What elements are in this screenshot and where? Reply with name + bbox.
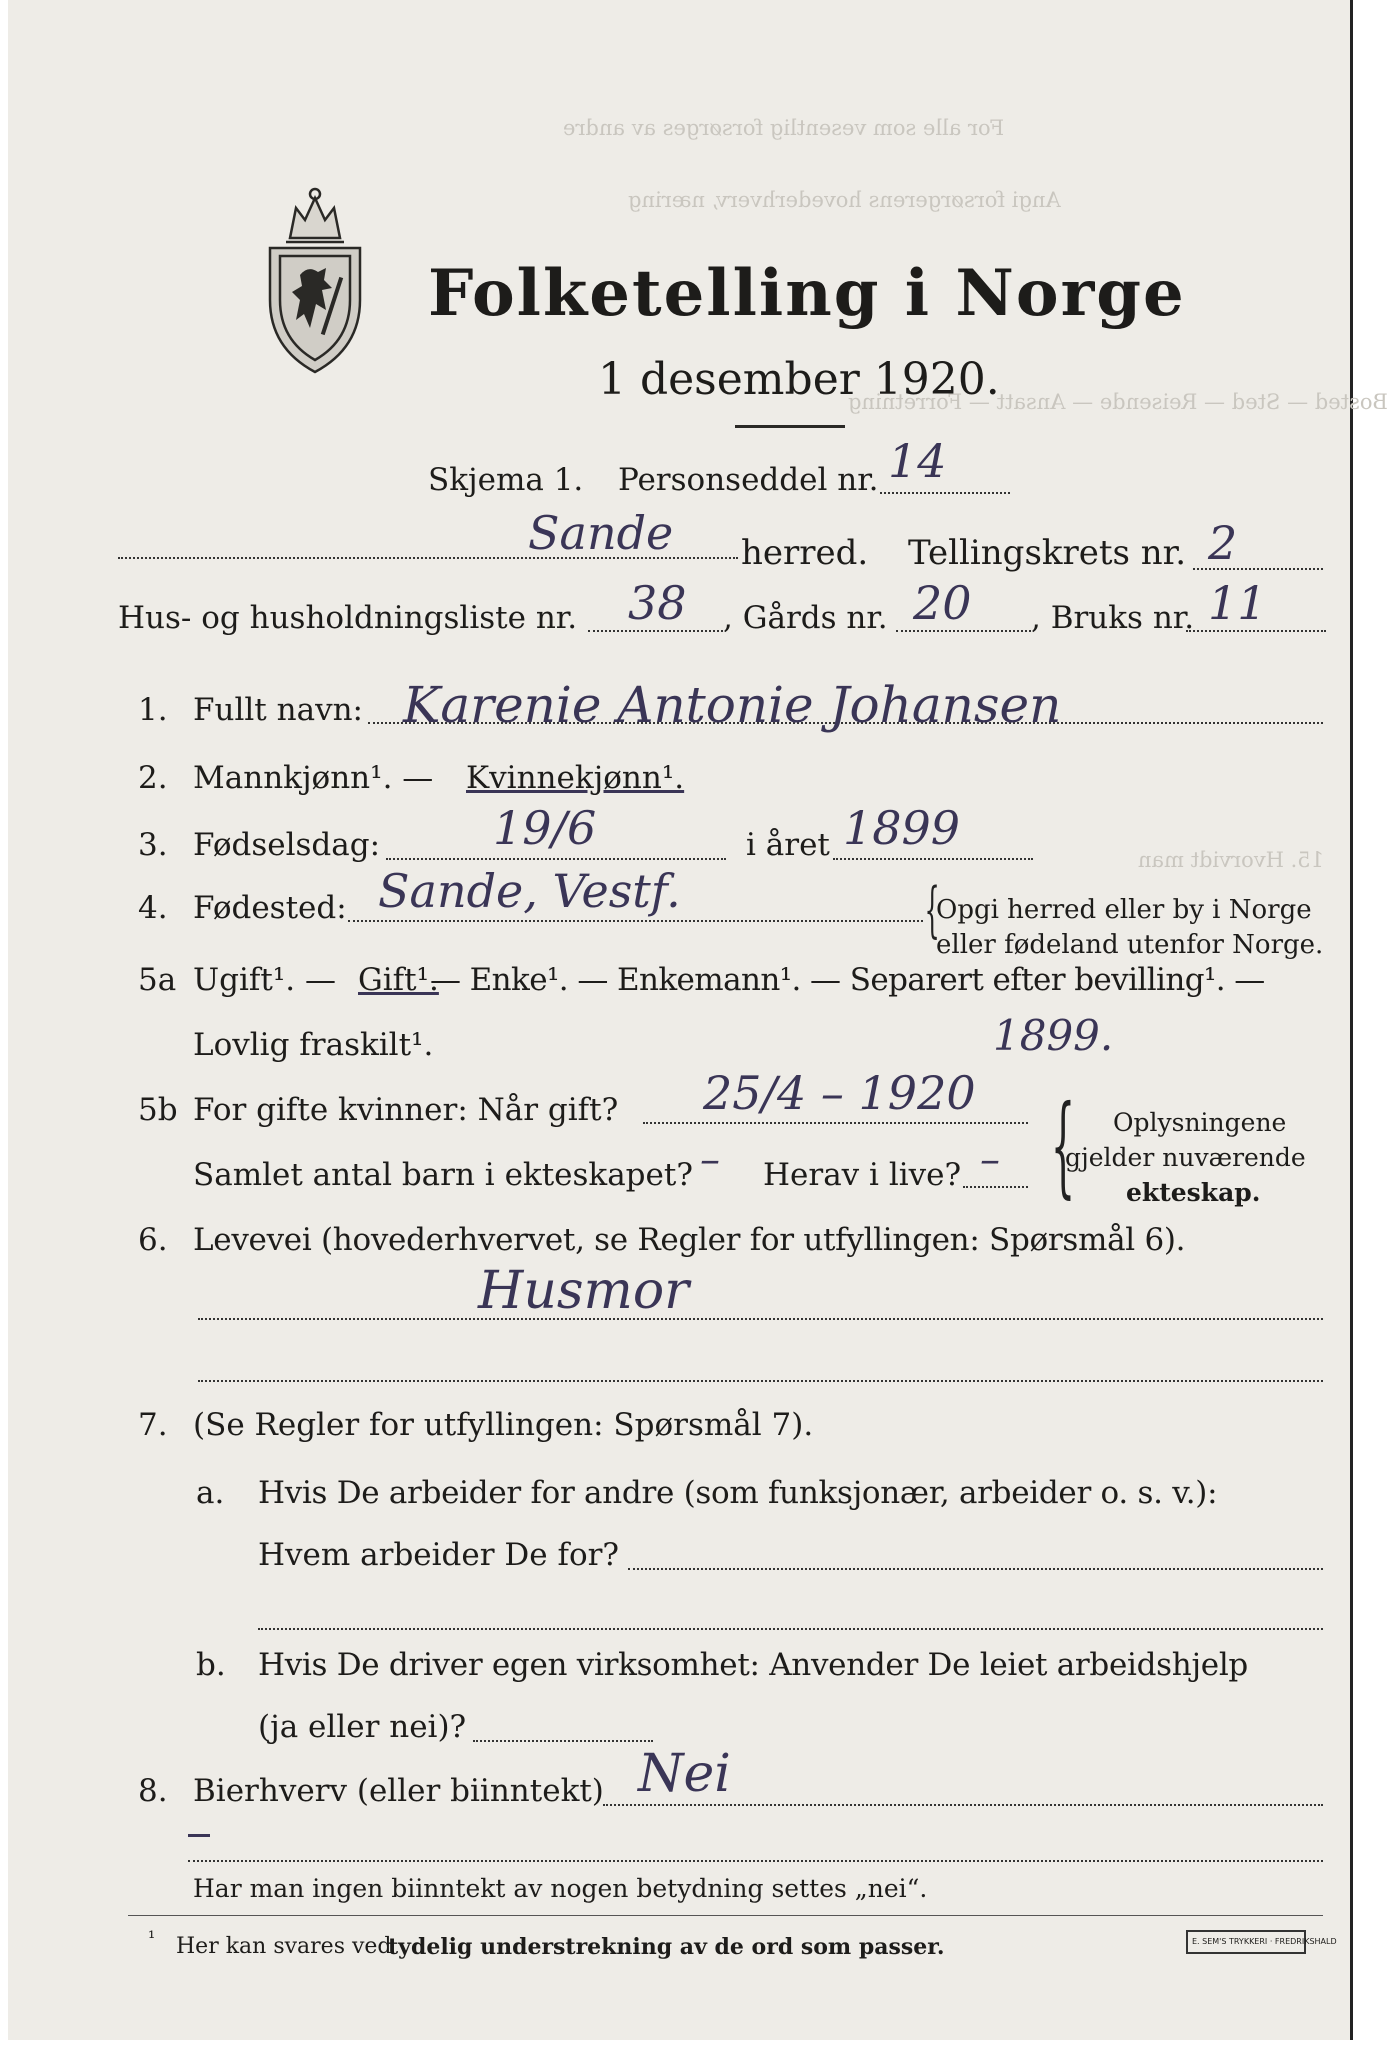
q6-line1 <box>198 1318 1323 1320</box>
bleed-through-text: For alle som vesentlig forsørges av andre <box>563 116 1005 140</box>
husholdningsliste-line <box>588 630 723 632</box>
q5b-married-date: 25/4 – 1920 <box>703 1066 976 1120</box>
q8-line2 <box>188 1860 1323 1862</box>
norwegian-coat-of-arms-icon <box>260 180 370 380</box>
personseddel-label: Personseddel nr. <box>618 462 879 498</box>
census-form-sheet <box>8 0 1388 2040</box>
q5b-note-line3: ekteskap. <box>1126 1178 1261 1207</box>
q8-line1 <box>603 1804 1323 1806</box>
bleed-through-text: Bosted — Sted — Reisende — Ansatt — Forretning <box>848 390 1388 414</box>
husholdningsliste-value: 38 <box>628 576 687 630</box>
q7a-employer-label: Hvem arbeider De for? <box>258 1537 620 1573</box>
q7b-text: Hvis De driver egen virksomhet: Anvender De leiet arbeidshjelp <box>258 1647 1248 1683</box>
census-date: 1 desember 1920. <box>598 354 1000 405</box>
q6-line2 <box>198 1380 1323 1382</box>
q7a-employer-line1 <box>628 1568 1323 1570</box>
q8-number: 8. <box>138 1773 168 1809</box>
q1-full-name: Karenie Antonie Johansen <box>403 676 1062 734</box>
q7b-letter: b. <box>196 1647 226 1683</box>
footnote-text: Her kan svares ved <box>176 1934 392 1959</box>
q6-label: Levevei (hovederhvervet, se Regler for utfyllingen: Spørsmål 6). <box>193 1222 1186 1258</box>
q4-number: 4. <box>138 890 168 926</box>
bruks-label: , Bruks nr. <box>1031 600 1195 636</box>
q4-label: Fødested: <box>193 890 347 926</box>
q1-number: 1. <box>138 692 168 728</box>
q7-number: 7. <box>138 1407 168 1443</box>
q2-kvinnekjonn: Kvinnekjønn¹. <box>466 760 685 796</box>
q7a-text: Hvis De arbeider for andre (som funksjonær, arbeider o. s. v.): <box>258 1475 1218 1511</box>
q5b-number: 5b <box>138 1092 178 1128</box>
gards-value: 20 <box>913 576 972 630</box>
q5a-lovlig-fraskilt: Lovlig fraskilt¹. <box>193 1027 434 1063</box>
q7a-letter: a. <box>196 1475 225 1511</box>
footer-divider <box>128 1915 1323 1916</box>
q3-year-line <box>833 858 1033 860</box>
q5b-note-line1: Oplysningene <box>1113 1108 1287 1137</box>
header-divider <box>735 425 845 428</box>
q5a-ugift: Ugift¹. — <box>193 962 336 998</box>
q7a-employer-line2 <box>258 1628 1323 1630</box>
husholdningsliste-label: Hus- og husholdningsliste nr. <box>118 600 578 636</box>
gards-line <box>896 630 1031 632</box>
gards-label: , Gårds nr. <box>723 600 888 636</box>
q4-note-line1: Opgi herred eller by i Norge <box>936 895 1312 925</box>
q5a-annotation: 1899. <box>993 1011 1114 1060</box>
skjema-label: Skjema 1. <box>428 462 584 498</box>
footnote-mark: ¹ <box>148 1928 156 1949</box>
q7b-yes-no-label: (ja eller nei)? <box>258 1709 467 1745</box>
q5b-label: For gifte kvinner: Når gift? <box>193 1092 619 1128</box>
form-title: Folketelling i Norge <box>428 256 1186 331</box>
q8-label: Bierhverv (eller biinntekt) <box>193 1773 604 1809</box>
q1-label: Fullt navn: <box>193 692 363 728</box>
bruks-value: 11 <box>1208 576 1267 630</box>
tellingskrets-value: 2 <box>1208 516 1238 570</box>
q4-note-line2: eller fødeland utenfor Norge. <box>936 930 1324 960</box>
q3-number: 3. <box>138 827 168 863</box>
q6-occupation: Husmor <box>478 1261 689 1321</box>
bruks-line <box>1186 630 1326 632</box>
q7b-yes-no-line <box>473 1740 653 1742</box>
q5b-alive-line <box>963 1186 1028 1188</box>
q4-note-brace: { <box>924 875 940 945</box>
personseddel-line <box>880 492 1010 494</box>
q8-dash-mark <box>188 1834 210 1837</box>
q7-label: (Se Regler for utfyllingen: Spørsmål 7). <box>193 1407 814 1443</box>
printer-stamp <box>1186 1930 1337 1954</box>
q5b-note-line2: gjelder nuværende <box>1065 1143 1306 1172</box>
q3-birth-year: 1899 <box>843 801 961 855</box>
q5b-alive-value: – <box>980 1137 1000 1183</box>
q5b-married-line <box>643 1122 1028 1124</box>
bleed-through-text: 15. Hvorvidt man <box>1138 848 1325 872</box>
q4-line <box>348 920 923 922</box>
q3-day-line <box>386 858 726 860</box>
q3-label: Fødselsdag: <box>193 827 381 863</box>
footer-note: Har man ingen biinntekt av nogen betydning settes „nei“. <box>193 1874 928 1903</box>
q5a-gift: Gift¹. <box>358 962 439 998</box>
herred-value: Sande <box>528 506 674 560</box>
printer-stamp-text: E. SEM'S TRYKKERI · FREDRIKSHALD <box>1192 1937 1337 1946</box>
bleed-through-text: Angi forsørgerens hovederhverv, næring <box>628 188 1061 212</box>
q5a-other-options: — Enke¹. — Enkemann¹. — Separert efter bevilling¹. — <box>430 962 1265 998</box>
tellingskrets-label: Tellingskrets nr. <box>908 533 1187 573</box>
q5b-children-value: – <box>700 1137 720 1183</box>
q4-birthplace: Sande, Vestf. <box>378 864 681 918</box>
q3-year-label: i året <box>746 827 830 863</box>
q5b-alive-label: Herav i live? <box>763 1157 962 1193</box>
herred-label: herred. <box>741 533 869 573</box>
q3-birth-day: 19/6 <box>493 801 597 855</box>
q5b-children-label: Samlet antal barn i ekteskapet? <box>193 1157 693 1193</box>
q6-number: 6. <box>138 1222 168 1258</box>
personseddel-value: 14 <box>888 434 947 488</box>
q8-side-income: Nei <box>638 1744 731 1804</box>
q5a-number: 5a <box>138 962 177 998</box>
q2-mannkjonn: Mannkjønn¹. — <box>193 760 434 796</box>
q2-number: 2. <box>138 760 168 796</box>
footnote-bold-text: tydelig understrekning av de ord som passer. <box>388 1934 945 1960</box>
q5b-note-brace: { <box>1050 1081 1076 1209</box>
